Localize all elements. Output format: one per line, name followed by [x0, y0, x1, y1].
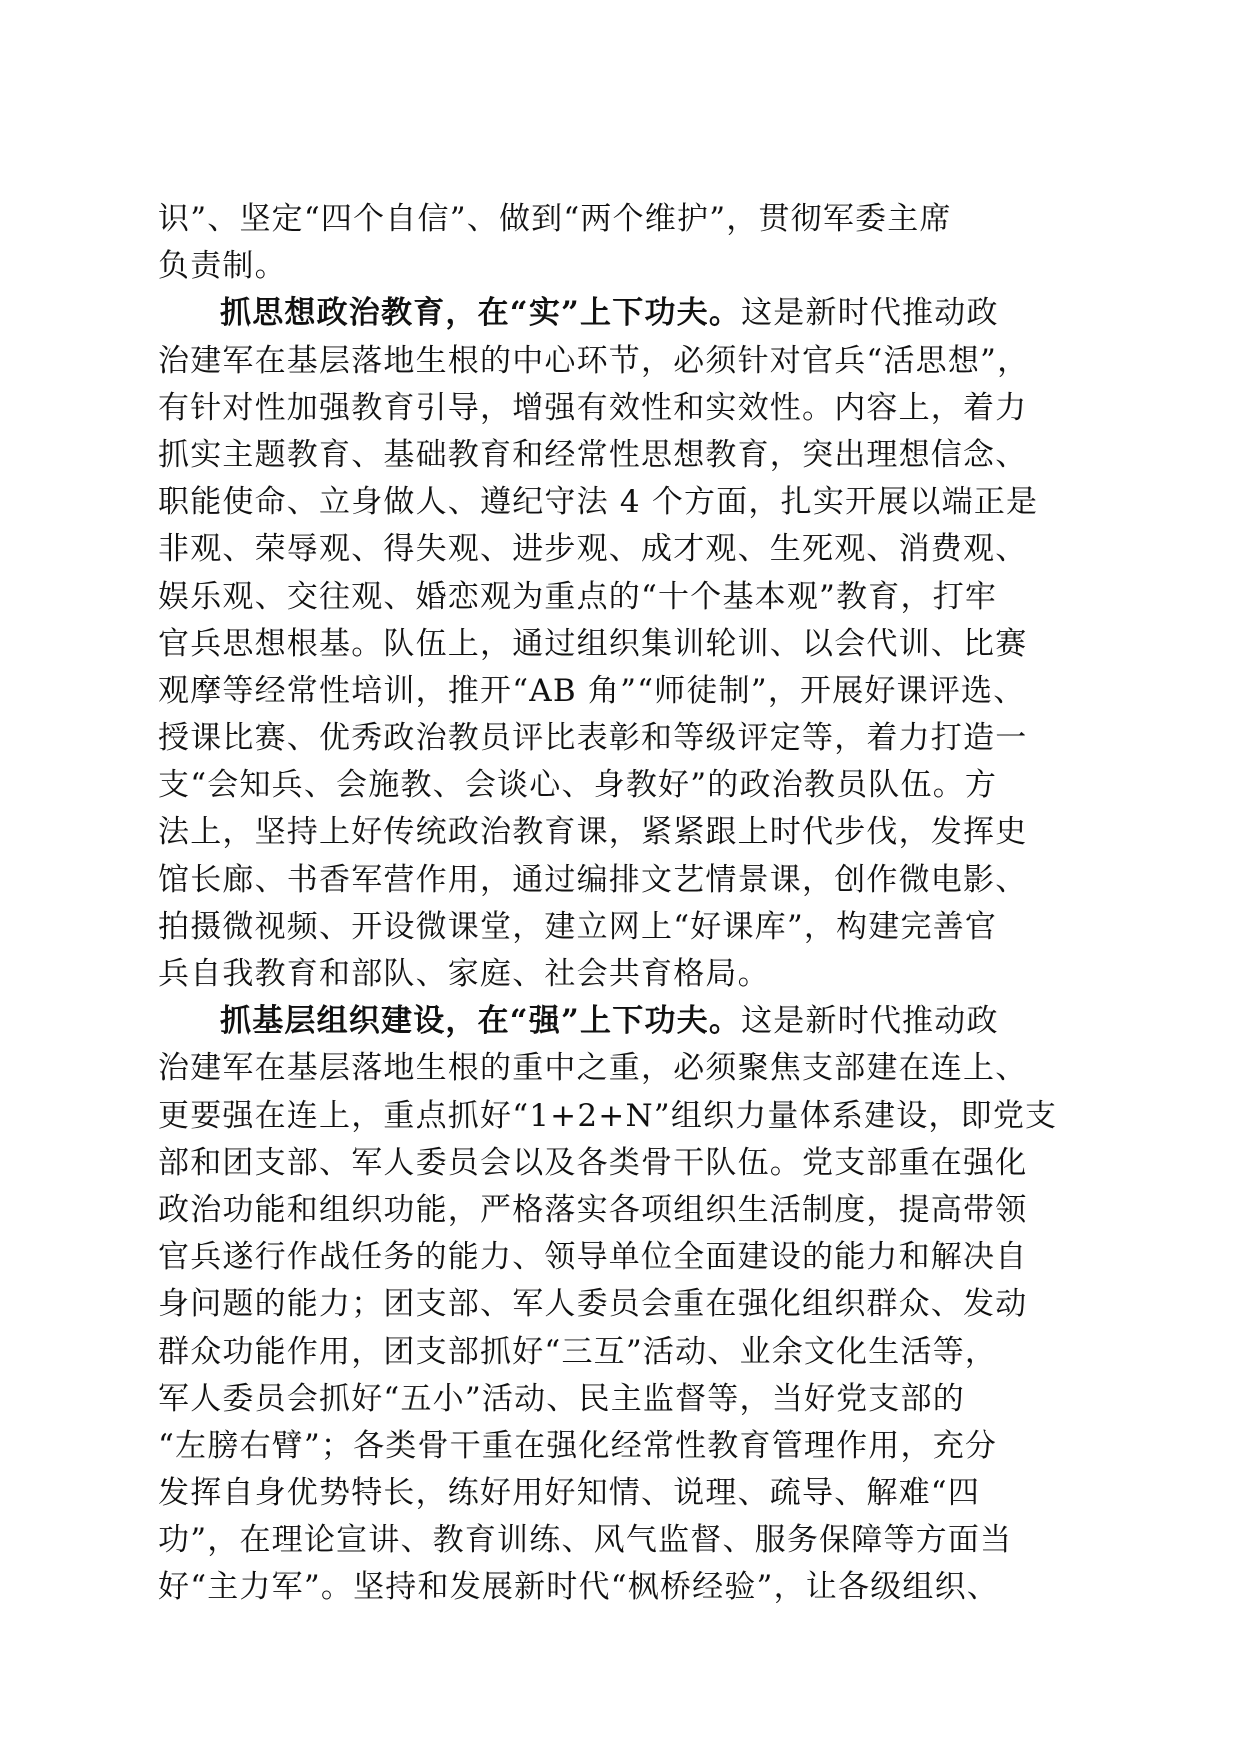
- text-line: 职能使命、立身做人、遵纪守法 4 个方面，扎实开展以端正是: [158, 484, 1039, 521]
- section-heading: 抓基层组织建设，在“强”上下功夫。: [220, 1003, 742, 1040]
- text-line: 馆长廊、书香军营作用，通过编排文艺情景课，创作微电影、: [158, 861, 1028, 898]
- text-line: 更要强在连上，重点抓好“1+2+N”组织力量体系建设，即党支: [158, 1097, 1058, 1134]
- text-line: 政治功能和组织功能，严格落实各项组织生活制度，提高带领: [158, 1191, 1028, 1228]
- text-line: 非观、荣辱观、得失观、进步观、成才观、生死观、消费观、: [158, 531, 1028, 568]
- text-line: 观摩等经常性培训，推开“AB 角”“师徒制”，开展好课评选、: [158, 672, 1026, 709]
- text-line: 兵自我教育和部队、家庭、社会共育格局。: [158, 956, 770, 992]
- document-body: [158, 196, 1082, 1612]
- paragraph: [158, 290, 1082, 998]
- section-heading: 抓思想政治教育，在“实”上下功夫。: [220, 295, 742, 332]
- text-line: 识”、坚定“四个自信”、做到“两个维护”，贯彻军委主席: [158, 201, 952, 237]
- text-line: 支“会知兵、会施教、会谈心、身教好”的政治教员队伍。方: [158, 767, 998, 804]
- paragraph: [158, 998, 1082, 1611]
- text-line: 官兵思想根基。队伍上，通过组织集训轮训、以会代训、比赛: [158, 625, 1028, 662]
- text-line: 法上，坚持上好传统政治教育课，紧紧跟上时代步伐，发挥史: [158, 814, 1028, 851]
- text-line: 发挥自身优势特长，练好用好知情、说理、疏导、解难“四: [158, 1475, 981, 1512]
- text-line: 功”，在理论宣讲、教育训练、风气监督、服务保障等方面当: [158, 1522, 1013, 1559]
- text-line: 好“主力军”。坚持和发展新时代“枫桥经验”，让各级组织、: [158, 1569, 999, 1606]
- text-line: 有针对性加强教育引导，增强有效性和实效性。内容上，着力: [158, 389, 1028, 426]
- text-line: 军人委员会抓好“五小”活动、民主监督等，当好党支部的: [158, 1380, 965, 1417]
- text-line: 拍摄微视频、开设微课堂，建立网上“好课库”，构建完善官: [158, 908, 998, 945]
- text-line: 治建军在基层落地生根的重中之重，必须聚焦支部建在连上、: [158, 1050, 1028, 1087]
- text-line: 官兵遂行作战任务的能力、领导单位全面建设的能力和解决自: [158, 1239, 1028, 1276]
- text-line: 负责制。: [158, 248, 287, 285]
- paragraph: [158, 196, 1082, 290]
- text-line: 群众功能作用，团支部抓好“三互”活动、业余文化生活等，: [158, 1333, 998, 1370]
- text-line: 身问题的能力；团支部、军人委员会重在强化组织群众、发动: [158, 1286, 1028, 1323]
- text-line: [158, 290, 1082, 337]
- text-line: 抓实主题教育、基础教育和经常性思想教育，突出理想信念、: [158, 436, 1028, 473]
- text-line: 授课比赛、优秀政治教员评比表彰和等级评定等，着力打造一: [158, 720, 1028, 757]
- text-line: [158, 998, 1082, 1045]
- text-line: 娱乐观、交往观、婚恋观为重点的“十个基本观”教育，打牢: [158, 578, 998, 615]
- text-line: “左膀右臂”；各类骨干重在强化经常性教育管理作用，充分: [158, 1427, 998, 1464]
- text-line: 治建军在基层落地生根的中心环节，必须针对官兵“活思想”，: [158, 342, 1030, 379]
- text-run: 这是新时代推动政: [741, 1003, 999, 1040]
- text-run: 这是新时代推动政: [741, 295, 999, 332]
- text-line: 部和团支部、军人委员会以及各类骨干队伍。党支部重在强化: [158, 1144, 1028, 1181]
